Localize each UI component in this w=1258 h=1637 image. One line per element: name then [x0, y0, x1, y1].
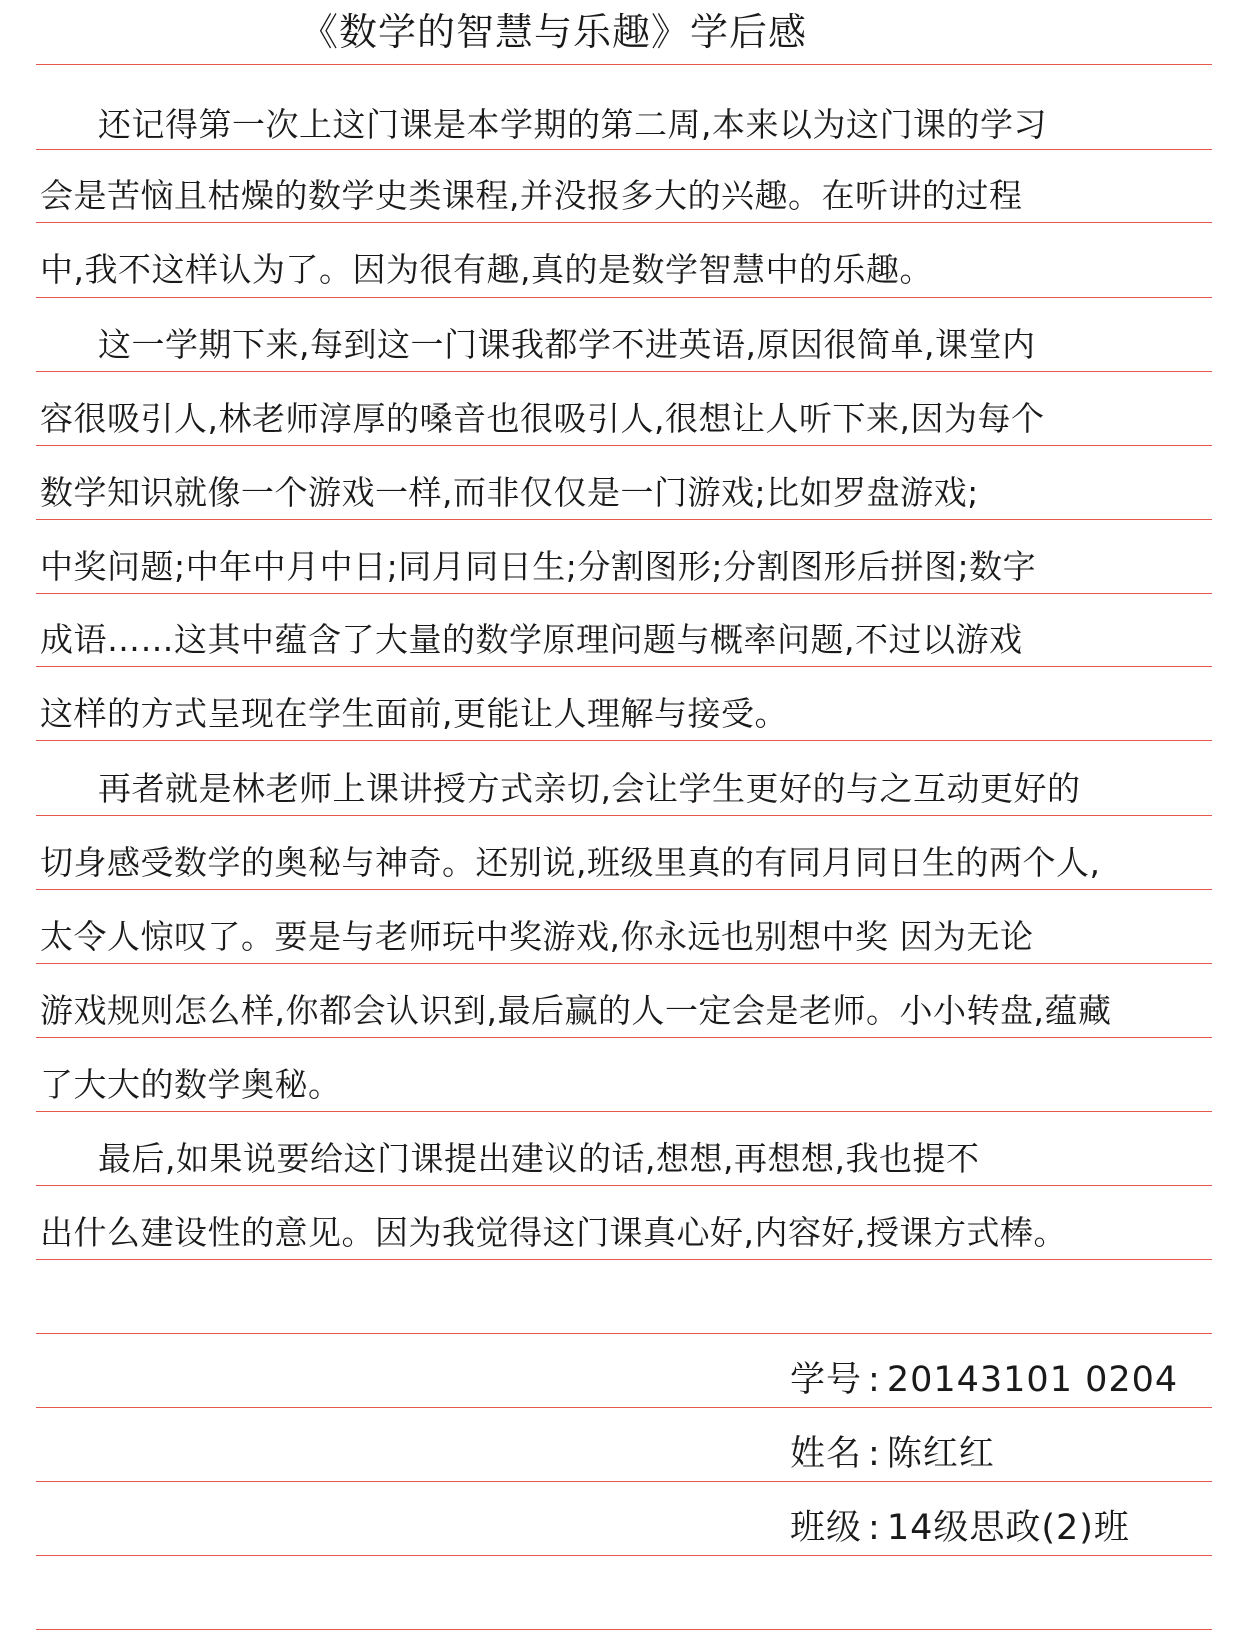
- class-label: 班级: [790, 1508, 863, 1548]
- essay-line: 出什么建设性的意见。因为我觉得这门课真心好,内容好,授课方式棒。: [40, 1213, 1067, 1252]
- essay-line: 这样的方式呈现在学生面前,更能让人理解与接受。: [40, 694, 788, 733]
- ruled-line: [36, 1333, 1212, 1334]
- essay-line: 成语……这其中蕴含了大量的数学原理问题与概率问题,不过以游戏: [40, 620, 1023, 659]
- essay-line: 游戏规则怎么样,你都会认识到,最后赢的人一定会是老师。小小转盘,蕴藏: [40, 991, 1112, 1030]
- essay-line: 容很吸引人,林老师淳厚的嗓音也很吸引人,很想让人听下来,因为每个: [40, 399, 1045, 438]
- essay-line: 还记得第一次上这门课是本学期的第二周,本来以为这门课的学习: [98, 105, 1047, 144]
- student-id-label: 学号: [790, 1360, 863, 1400]
- name-value: 陈红红: [886, 1434, 995, 1474]
- essay-line: 最后,如果说要给这门课提出建议的话,想想,再想想,我也提不: [98, 1139, 980, 1178]
- essay-line: 这一学期下来,每到这一门课我都学不进英语,原因很简单,课堂内: [98, 325, 1036, 364]
- essay-line: 切身感受数学的奥秘与神奇。还别说,班级里真的有同月同日生的两个人,: [40, 843, 1101, 882]
- name-label: 姓名: [790, 1434, 863, 1474]
- student-id-row: [790, 1350, 1178, 1410]
- essay-line: 中奖问题;中年中月中日;同月同日生;分割图形;分割图形后拼图;数字: [40, 547, 1037, 586]
- ruled-line: [36, 1481, 1212, 1482]
- essay-line: 数学知识就像一个游戏一样,而非仅仅是一门游戏;比如罗盘游戏;: [40, 473, 979, 512]
- essay-line: 了大大的数学奥秘。: [40, 1065, 342, 1104]
- ruled-line: [36, 64, 1212, 65]
- essay-line: 中,我不这样认为了。因为很有趣,真的是数学智慧中的乐趣。: [40, 250, 933, 289]
- name-row: [790, 1424, 995, 1484]
- class-value: 14级思政(2)班: [886, 1508, 1130, 1548]
- student-id-colon: :: [868, 1360, 881, 1400]
- essay-title: 《数学的智慧与乐趣》学后感: [300, 10, 808, 54]
- name-colon: :: [868, 1434, 881, 1474]
- class-colon: :: [868, 1508, 881, 1548]
- student-id-value: 20143101 0204: [886, 1360, 1179, 1400]
- essay-line: 太令人惊叹了。要是与老师玩中奖游戏,你永远也别想中奖 因为无论: [40, 917, 1034, 956]
- ruled-line: [36, 1629, 1212, 1630]
- essay-line: 再者就是林老师上课讲授方式亲切,会让学生更好的与之互动更好的: [98, 769, 1081, 808]
- class-row: [790, 1498, 1130, 1558]
- essay-line: 会是苦恼且枯燥的数学史类课程,并没报多大的兴趣。在听讲的过程: [40, 176, 1023, 215]
